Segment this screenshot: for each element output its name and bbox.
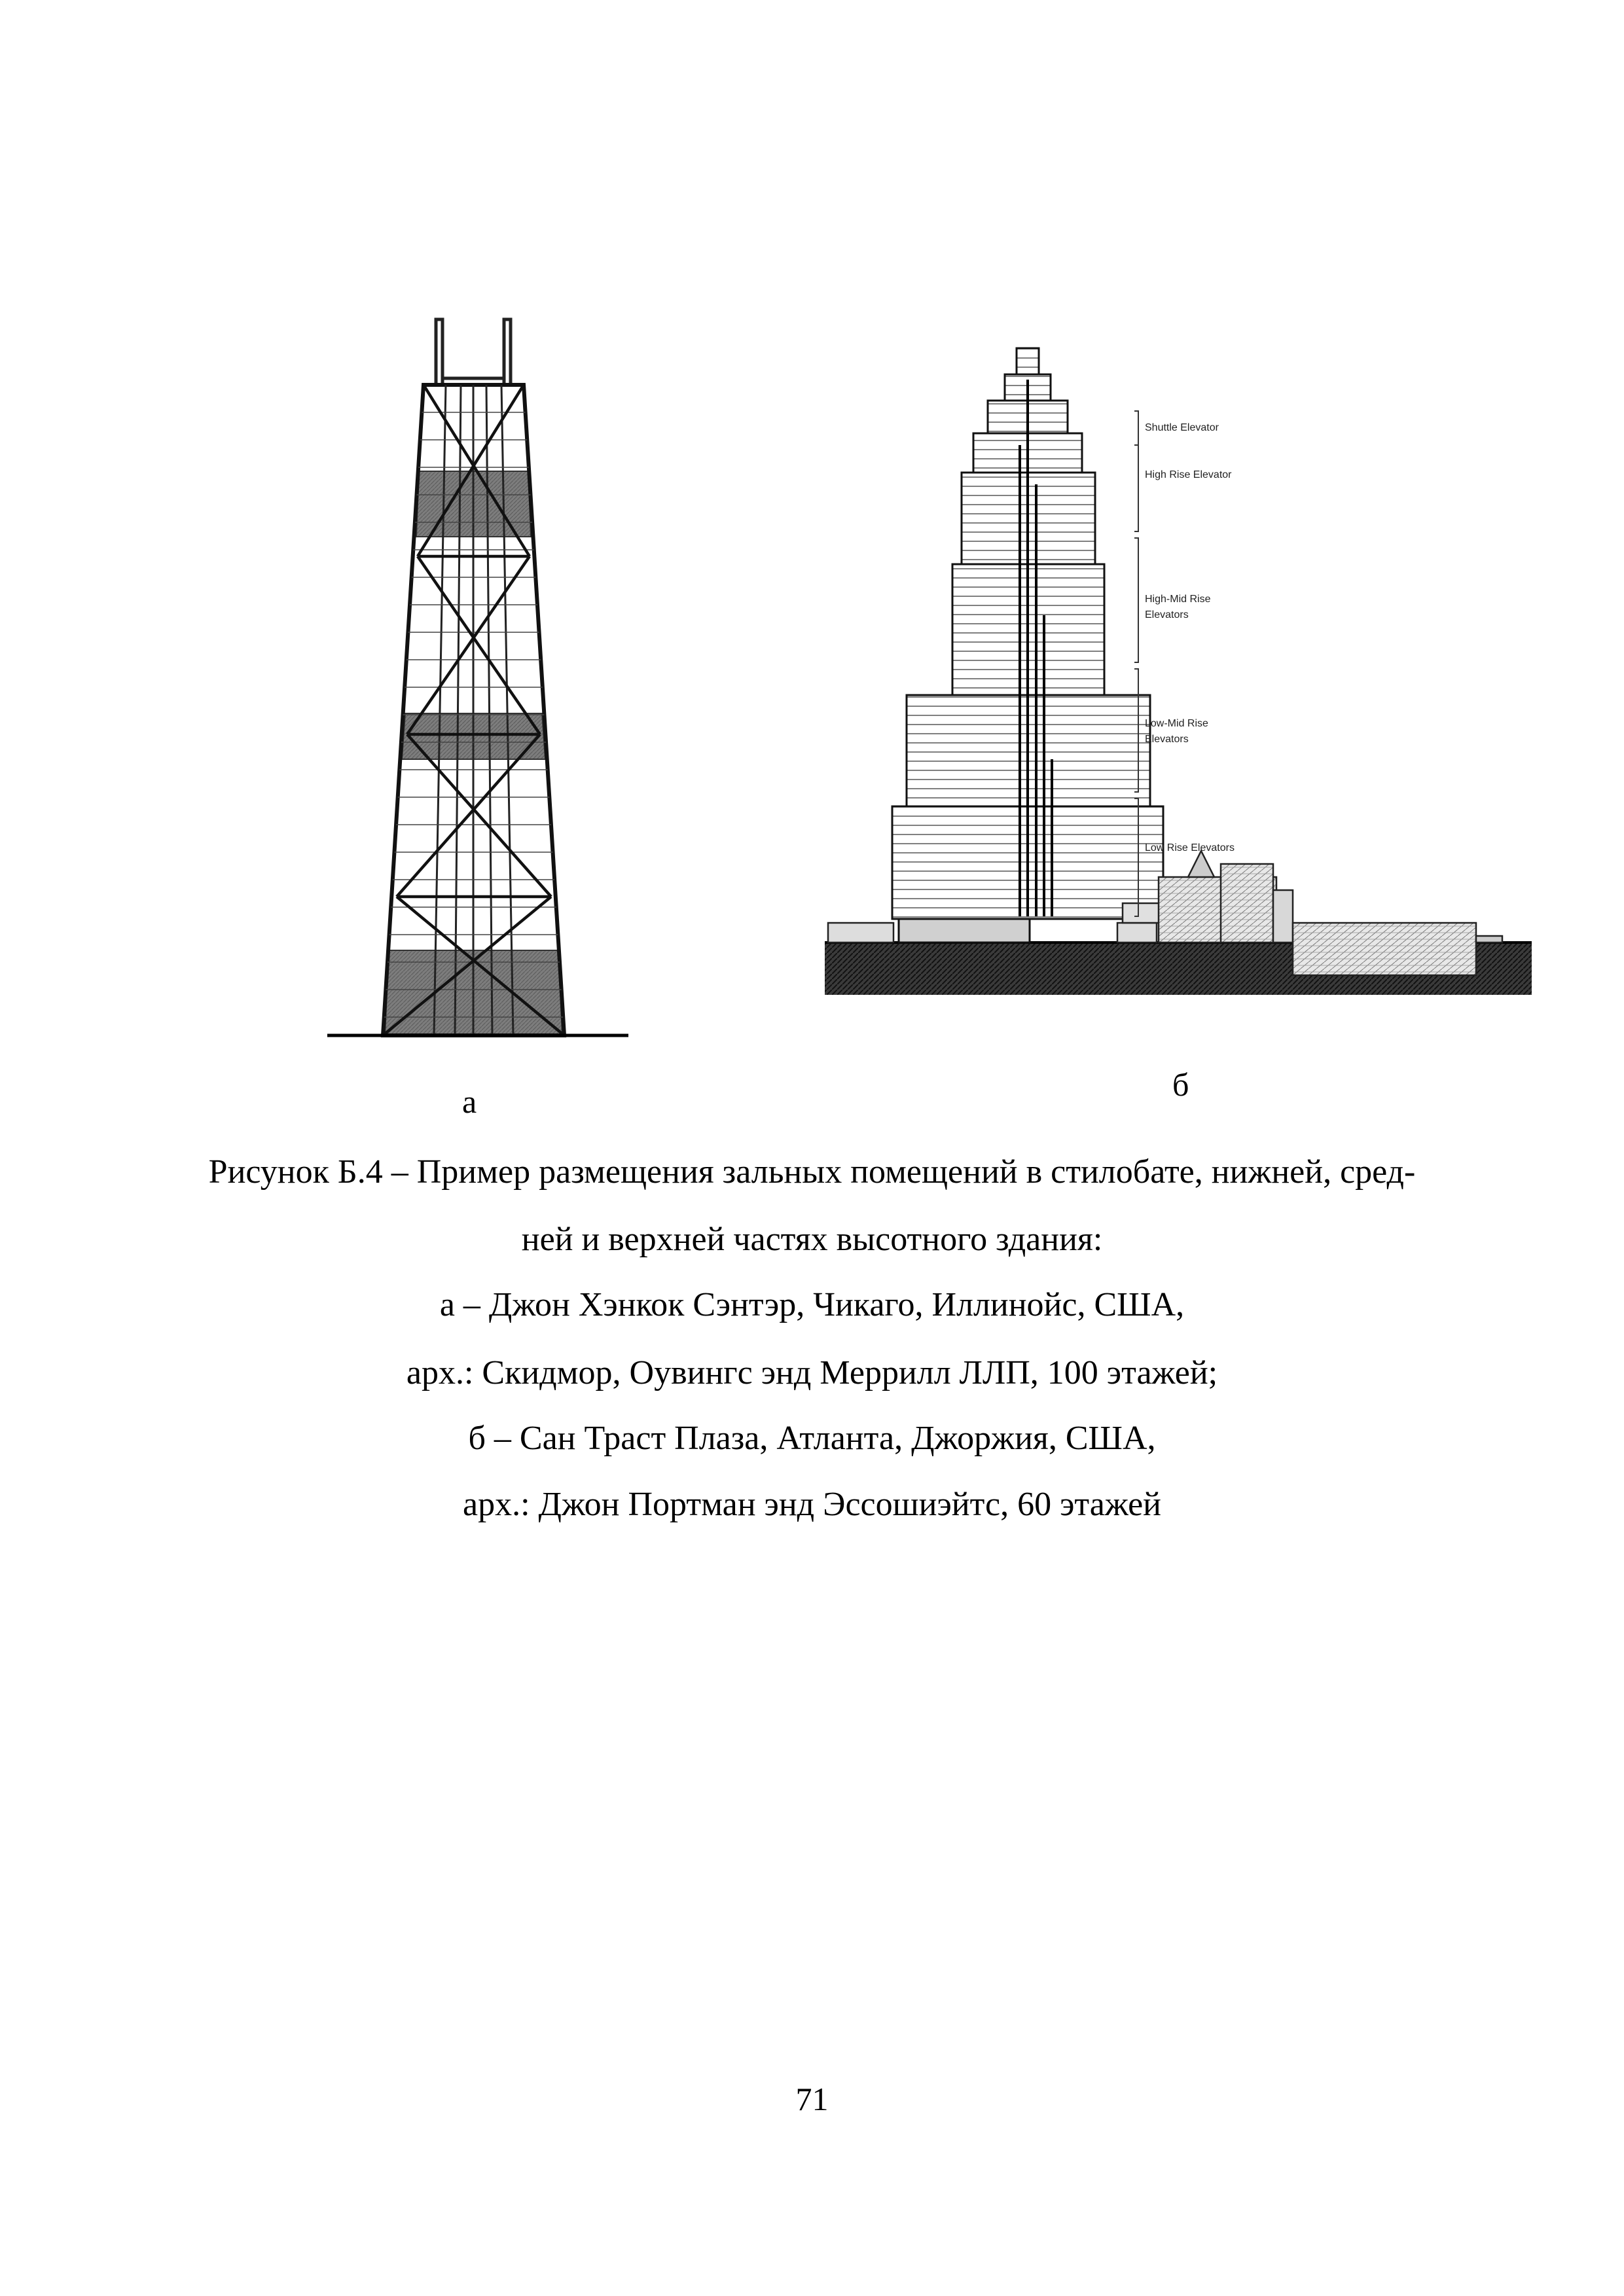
caption-line-3: а – Джон Хэнкок Сэнтэр, Чикаго, Иллинойс, США, — [439, 1286, 1185, 1323]
caption-line-6: арх.: Джон Портман энд Эссошиэйтс, 60 этажей — [463, 1486, 1161, 1523]
caption-line-4: арх.: Скидмор, Оувингс энд Меррилл ЛЛП, 100 этажей; — [406, 1354, 1218, 1391]
figure-b-label: б — [1172, 1066, 1189, 1103]
annotation-high-mid-2: Elevators — [1145, 609, 1189, 620]
annotation-low-rise: Low Rise Elevators — [1145, 842, 1235, 853]
page-number: 71 — [795, 2081, 829, 2117]
figure-a-label: а — [462, 1083, 477, 1120]
annotation-low-mid-1: Low-Mid Rise — [1145, 718, 1208, 729]
caption-line-1: Рисунок Б.4 – Пример размещения зальных помещений в стилобате, нижней, сред- — [208, 1153, 1416, 1191]
annotation-high-rise: High Rise Elevator — [1145, 469, 1232, 480]
figure-b-suntrust-section — [821, 340, 1542, 1047]
caption-line-5: б – Сан Траст Плаза, Атланта, Джоржия, США, — [468, 1420, 1156, 1457]
caption-line-2: ней и верхней частях высотного здания: — [521, 1221, 1103, 1258]
elevator-annotations — [1145, 422, 1235, 853]
annotation-high-mid-1: High-Mid Rise — [1145, 594, 1211, 605]
annotation-shuttle: Shuttle Elevator — [1145, 422, 1219, 433]
figure-a-hancock-elevation — [321, 308, 635, 1047]
annotation-low-mid-2: Elevators — [1145, 734, 1189, 745]
antenna-masts — [436, 319, 511, 385]
